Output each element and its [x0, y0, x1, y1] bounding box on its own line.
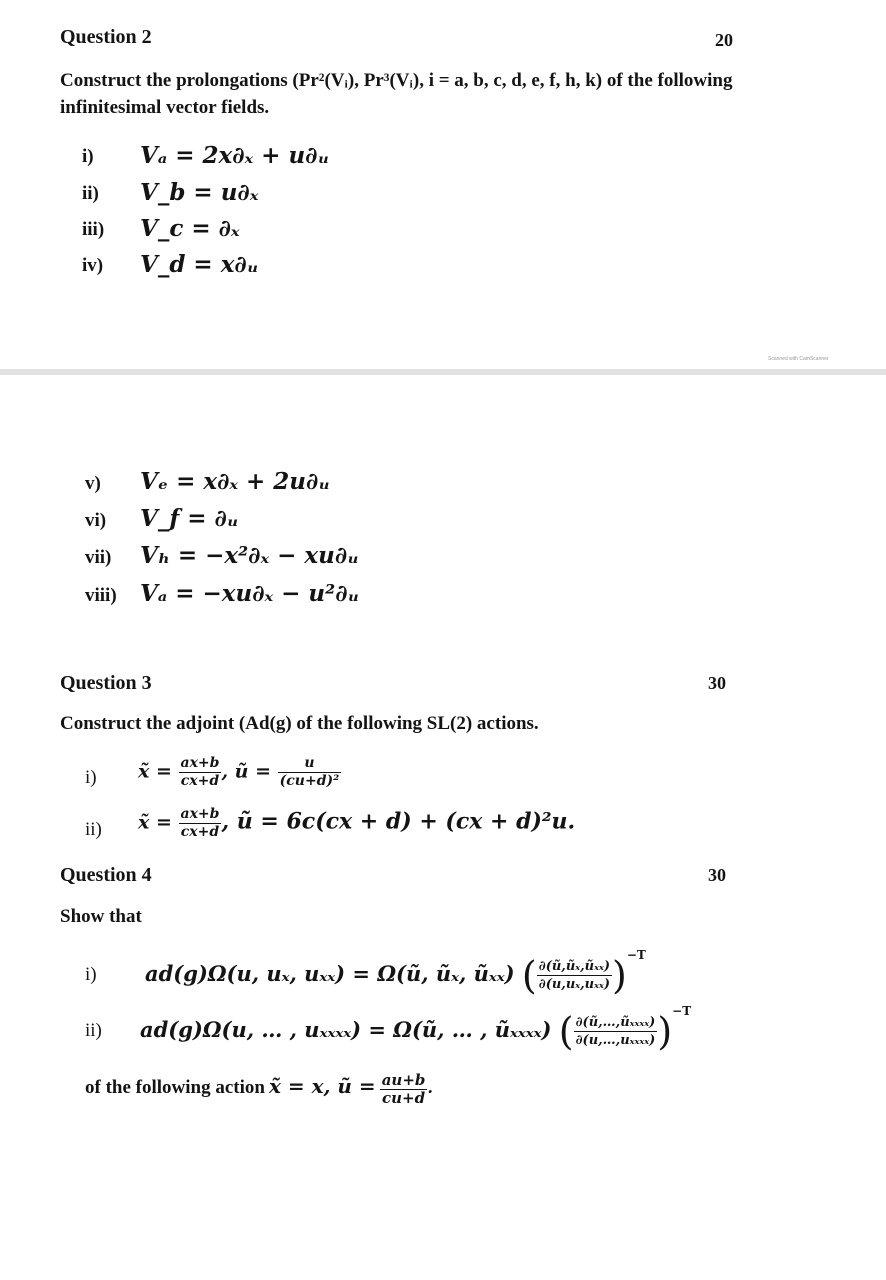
expression-tail: , ũ = 6c(cx + d) + (cx + d)²u.	[221, 808, 576, 835]
equation-lhs: ad(g)Ω(u, … , uₓₓₓₓ) = Ω(ũ, … , ũₓₓₓₓ)	[140, 1017, 552, 1042]
q2-item-expr: Vₐ = 2x∂ₓ + u∂ᵤ	[140, 142, 330, 169]
exponent: −T	[626, 948, 646, 962]
q2-item-expr: Vₕ = −x²∂ₓ − xu∂ᵤ	[140, 542, 360, 569]
q2-item-label: i)	[82, 146, 94, 167]
fraction-denominator: cx+d	[180, 824, 220, 840]
separator: , ũ =	[221, 760, 272, 783]
question-3-title: Question 3	[60, 672, 152, 694]
jacobian-fraction	[537, 958, 612, 993]
q2-item-label: viii)	[85, 585, 117, 606]
action-expr: x̃ = x, ũ =	[268, 1074, 376, 1099]
q3-item-label: ii)	[85, 819, 102, 840]
jacobian-fraction	[574, 1014, 658, 1049]
q2-item-label: vi)	[85, 510, 107, 531]
question-4-title: Question 4	[60, 864, 152, 886]
action-end: .	[427, 1078, 433, 1098]
q2-item-expr: V_d = x∂ᵤ	[140, 251, 259, 278]
q3-item-label: i)	[85, 767, 97, 788]
fraction-denominator: ∂(u,uₓ,uₓₓ)	[538, 977, 611, 992]
q2-item-label: iii)	[82, 219, 105, 240]
fraction-numerator: au+b	[381, 1071, 426, 1089]
x-tilde-lhs: x̃ =	[138, 760, 172, 783]
q3-item-1-expr	[138, 755, 341, 790]
q2-item-expr: Vₑ = x∂ₓ + 2u∂ᵤ	[140, 468, 331, 495]
question-2-intro-line1: Construct the prolongations (Pr²(Vᵢ), Pr³(Vᵢ), i = a, b, c, d, e, f, h, k) of the following	[60, 70, 733, 91]
scan-watermark: Scanned with CamScanner	[768, 356, 829, 362]
q4-action-line	[85, 1072, 433, 1107]
q2-item-label: iv)	[82, 255, 104, 276]
fraction	[179, 755, 222, 790]
question-3-intro: Construct the adjoint (Ad(g) of the following SL(2) actions.	[60, 713, 539, 734]
equation-lhs: ad(g)Ω(u, uₓ, uₓₓ) = Ω(ũ, ũₓ, ũₓₓ)	[145, 961, 515, 986]
question-3-marks: 30	[708, 673, 726, 693]
question-2-marks: 20	[715, 30, 733, 50]
question-2-intro-line2: infinitesimal vector fields.	[60, 97, 270, 118]
q4-item-label: ii)	[85, 1020, 102, 1041]
fraction-denominator: cx+d	[180, 773, 220, 789]
question-2-title: Question 2	[60, 26, 152, 48]
q4-item-label: i)	[85, 964, 97, 985]
q2-item-expr: V_f = ∂ᵤ	[140, 505, 239, 532]
x-tilde-lhs: x̃ =	[138, 811, 172, 834]
q2-item-label: ii)	[82, 183, 99, 204]
fraction	[179, 806, 222, 841]
q2-item-label: v)	[85, 473, 101, 494]
fraction-numerator: ax+b	[180, 806, 220, 822]
q2-item-expr: Vₐ = −xu∂ₓ − u²∂ᵤ	[140, 580, 360, 607]
action-text: of the following action	[85, 1077, 265, 1099]
page-divider	[0, 369, 886, 375]
q2-item-label: vii)	[85, 547, 112, 568]
fraction-denominator: (cu+d)²	[279, 773, 340, 789]
fraction-numerator: ax+b	[180, 755, 220, 771]
fraction-denominator: cu+d	[381, 1089, 426, 1107]
fraction-numerator: ∂(ũ,…,ũₓₓₓₓ)	[575, 1015, 656, 1030]
question-4-intro: Show that	[60, 906, 142, 927]
fraction-denominator: ∂(u,…,uₓₓₓₓ)	[575, 1033, 656, 1048]
q3-item-2-expr	[138, 806, 575, 841]
exponent: −T	[672, 1004, 692, 1018]
fraction-numerator: u	[278, 755, 342, 773]
fraction-numerator: ∂(ũ,ũₓ,ũₓₓ)	[538, 959, 611, 974]
question-4-marks: 30	[708, 865, 726, 885]
fraction	[278, 755, 342, 790]
q2-item-expr: V_b = u∂ₓ	[140, 179, 259, 206]
q4-item-1-expr: ad(g)Ω(u, uₓ, uₓₓ) = Ω(ũ, ũₓ, ũₓₓ) ( $\frac{\text{∂(ũ,ũₓ,ũₓₓ)}}{\text{∂(u,uₓ,uₓₓ)}}$ )$^{-T}$	[145, 948, 646, 998]
action-fraction	[380, 1072, 428, 1107]
q2-item-expr: V_c = ∂ₓ	[140, 215, 240, 242]
q4-item-2-expr: ad(g)Ω(u, … , uₓₓₓₓ) = Ω(ũ, … , ũₓₓₓₓ) ( $\frac{\text{∂(ũ,…,ũₓₓₓₓ)}}{\text{∂(u,…,uₓₓₓₓ)}}$ )$^{-T}$	[140, 1004, 692, 1054]
